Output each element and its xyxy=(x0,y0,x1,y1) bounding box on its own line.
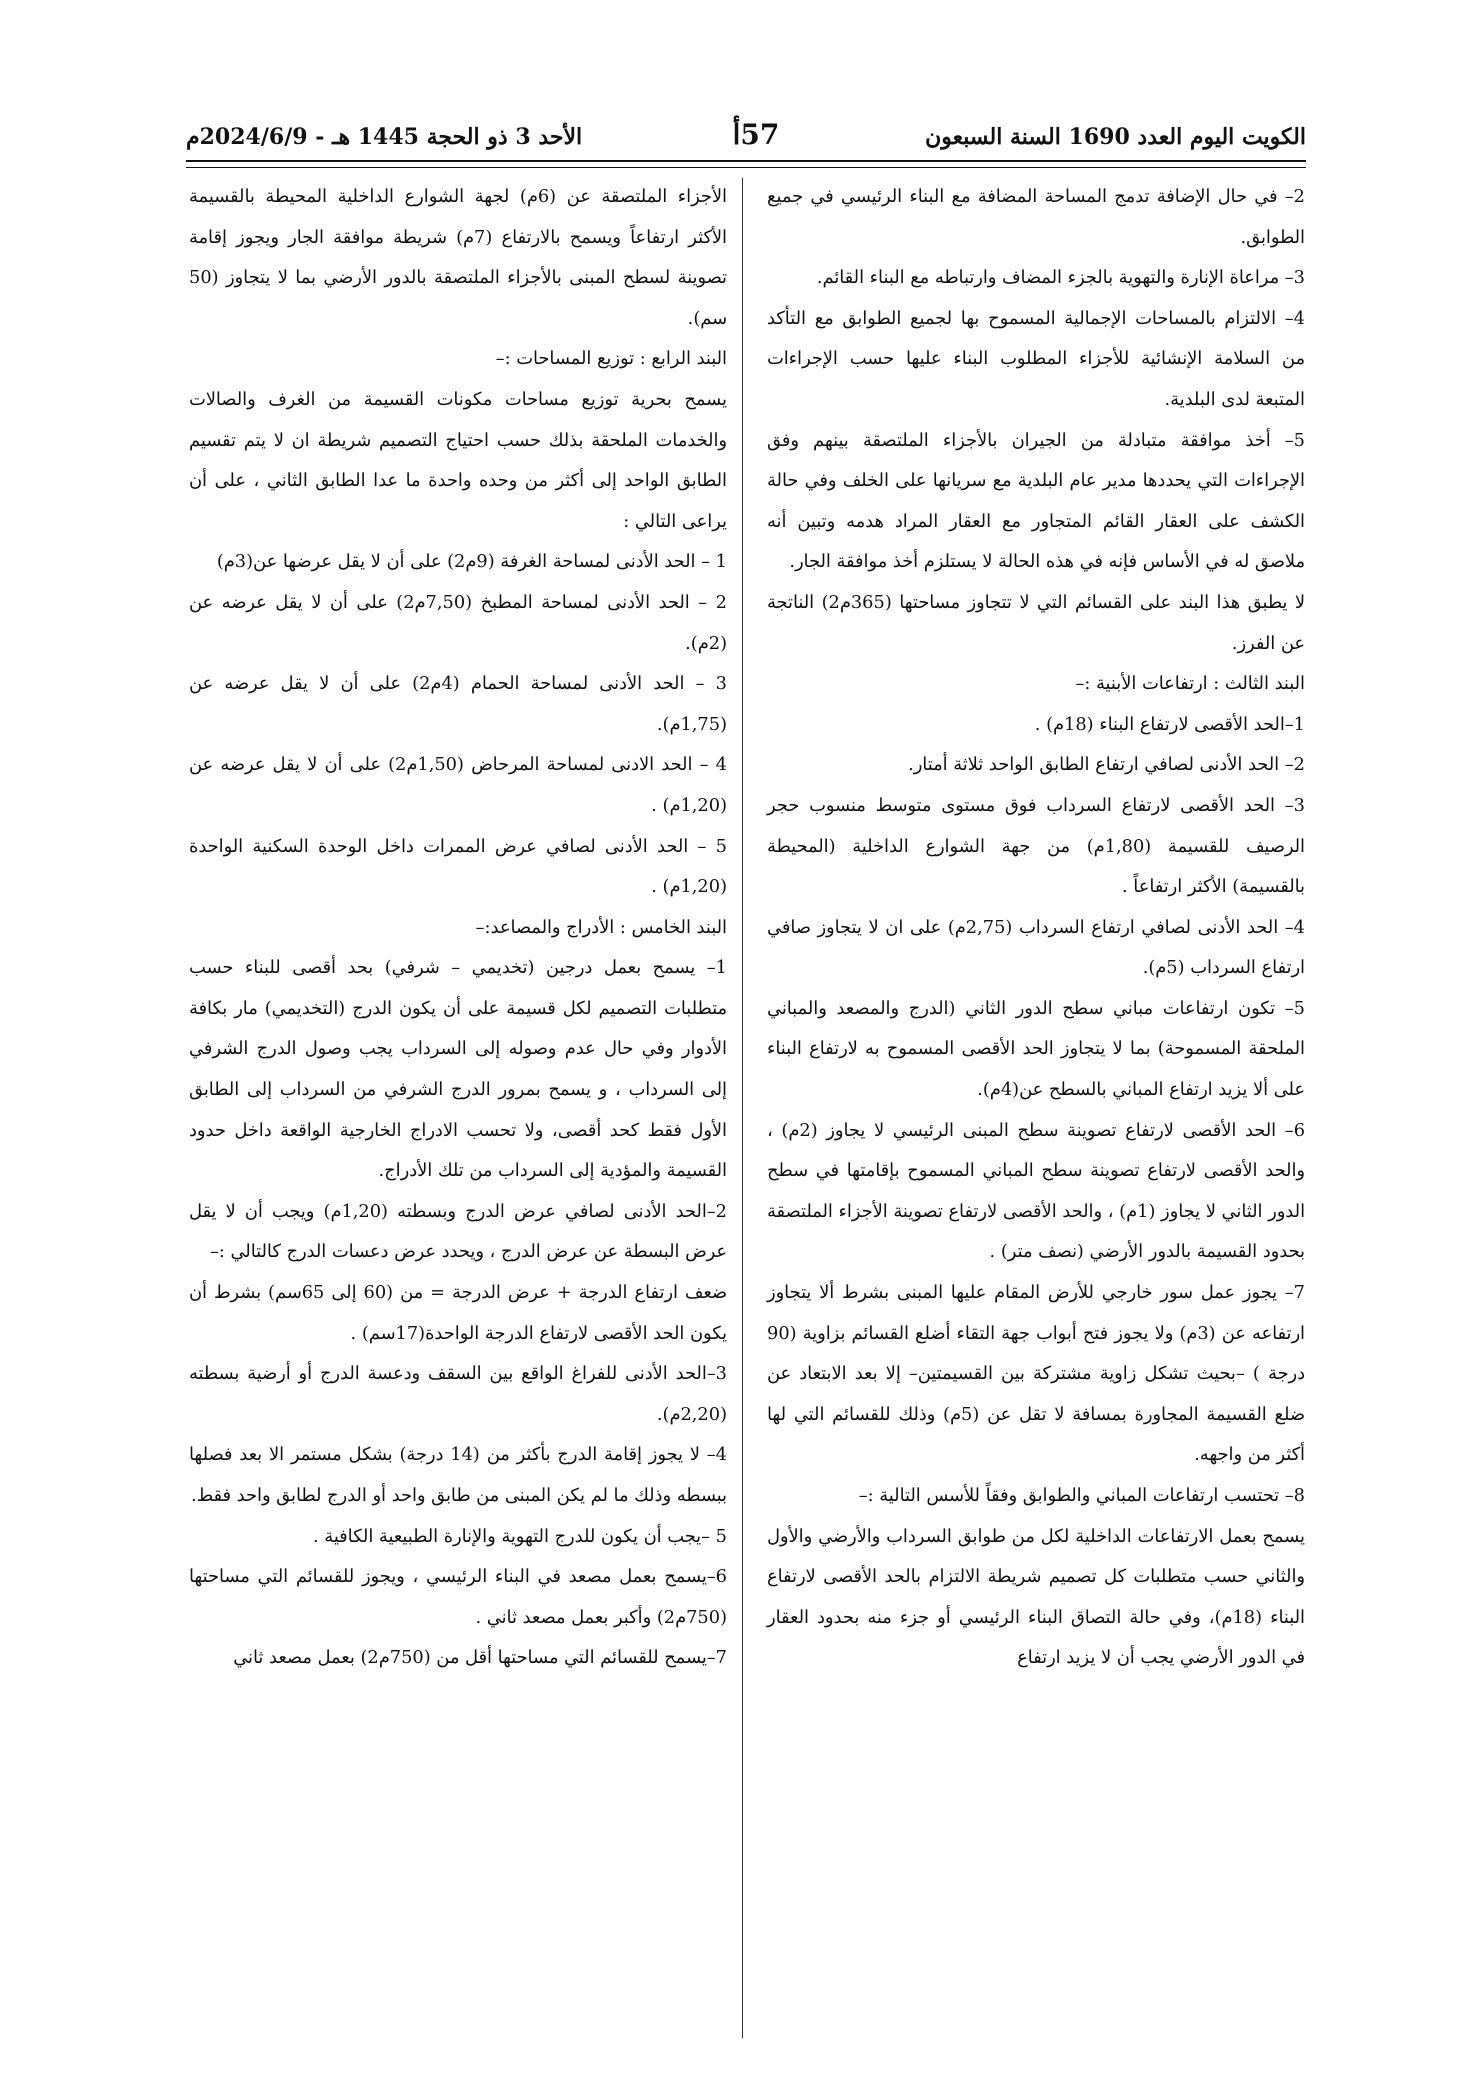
section-heading: البند الثالث : ارتفاعات الأبنية :– xyxy=(1075,673,1305,695)
paragraph: ضعف ارتفاع الدرجة + عرض الدرجة = من (60 إلى 65سم) بشرط أن يكون الحد الأقصى لارتفاع الدرجة الواحدة(17سم) . xyxy=(189,1282,727,1344)
left-column xyxy=(189,177,727,1679)
paragraph: 5– تكون ارتفاعات مباني سطح الدور الثاني (الدرج والمصعد والمباني الملحقة المسموحة) بما لا يتجاوز الحد الأقصى المسموح به لارتفاع البناء على ألا يزيد ارتفاع المباني بالسطح عن(4م). xyxy=(767,997,1305,1101)
header-issue: الكويت اليوم العدد 1690 السنة السبعون xyxy=(925,124,1306,150)
paragraph: 2– الحد الأدنى لصافي ارتفاع الطابق الواحد ثلاثة أمتار. xyxy=(908,754,1305,776)
paragraph: 6– الحد الأقصى لارتفاع تصوينة سطح المبنى الرئيسي لا يجاوز (2م) ، والحد الأقصى لارتفاع تصوينة سطح المباني المسموح بإقامتها في سطح الدور الثاني لا يجاوز (1م) ، والحد الأقصى لارتفاع تصوينة الأجزاء الملتصقة بحدود القسيمة بالدور الأرضي (نصف متر) . xyxy=(767,1119,1306,1263)
header-date: الأحد 3 ذو الحجة 1445 هـ - 2024/6/9م xyxy=(186,124,583,150)
paragraph: 8– تحتسب ارتفاعات المباني والطوابق وفقاً للأسس التالية :– xyxy=(858,1485,1305,1506)
paragraph: لا يطبق هذا البند على القسائم التي لا تتجاوز مساحتها (365م2) الناتجة عن الفرز. xyxy=(767,591,1305,654)
right-column xyxy=(767,177,1305,1679)
paragraph: 1 – الحد الأدنى لمساحة الغرفة (9م2) على أن لا يقل عرضها عن(3م) xyxy=(216,551,727,573)
paragraph: 3– الحد الأقصى لارتفاع السرداب فوق مستوى متوسط منسوب حجر الرصيف للقسيمة (1,80م) من جهة الشوارع الداخلية (المحيطة بالقسيمة) الأكثر ارتفاعاً . xyxy=(767,794,1306,898)
paragraph: يسمح بعمل الارتفاعات الداخلية لكل من طوابق السرداب والأرضي والأول والثاني حسب متطلبات كل تصميم شريطة الالتزام بالحد الأقصى لارتفاع البناء (18م)، وفي حالة التصاق البناء الرئيسي أو جزء منه بحدود العقار في الدور الأرضي يجب أن لا يزيد ارتفاع xyxy=(767,1525,1305,1669)
paragraph: 4 – الحد الادنى لمساحة المرحاض (1,50م2) على أن لا يقل عرضه عن (1,20م) . xyxy=(189,754,727,816)
paragraph: 3– مراعاة الإنارة والتهوية بالجزء المضاف وارتباطه مع البناء القائم. xyxy=(816,267,1305,289)
paragraph: 1–الحد الأقصى لارتفاع البناء (18م) . xyxy=(1034,713,1305,735)
paragraph: 4– الحد الأدنى لصافي ارتفاع السرداب (2,75م) على ان لا يتجاوز صافي ارتفاع السرداب (5م). xyxy=(767,916,1305,979)
paragraph: 3–الحد الأدنى للفراغ الواقع بين السقف ودعسة الدرج أو أرضية بسطته (2,20م). xyxy=(189,1363,727,1425)
paragraph: 3 – الحد الأدنى لمساحة الحمام (4م2) على أن لا يقل عرضه عن (1,75م). xyxy=(189,673,727,735)
paragraph: الأجزاء الملتصقة عن (6م) لجهة الشوارع الداخلية المحيطة بالقسيمة الأكثر ارتفاعاً ويسمح بالارتفاع (7م) شريطة موافقة الجار ويجوز إقامة تصوينة لسطح المبنى بالأجزاء الملتصقة بالدور الأرضي بما لا يتجاوز (50 سم). xyxy=(189,186,727,329)
page-number: 57أ xyxy=(732,118,780,151)
paragraph: 5 –يجب أن يكون للدرج التهوية والإنارة الطبيعية الكافية . xyxy=(312,1525,727,1547)
paragraph: 2 – الحد الأدنى لمساحة المطبخ (7,50م2) على أن لا يقل عرضه عن (2م). xyxy=(189,591,727,654)
section-heading: البند الرابع : توزيع المساحات :– xyxy=(495,348,727,370)
paragraph: 4– لا يجوز إقامة الدرج بأكثر من (14 درجة) بشكل مستمر الا بعد فصلها ببسطه وذلك ما لم يكن المبنى من طابق واحد أو الدرج لطابق واحد فقط. xyxy=(189,1444,727,1506)
paragraph: 5– أخذ موافقة متبادلة من الجيران بالأجزاء الملتصقة بينهم وفق الإجراءات التي يحددها مدير عام البلدية مع سريانها على الخلف وفي حالة الكشف على العقار القائم المتجاور مع العقار المراد هدمه وتبين أنه ملاصق له في الأساس فإنه في هذه الحالة لا يستلزم أخذ موافقة الجار. xyxy=(767,429,1305,573)
paragraph: 2– في حال الإضافة تدمج المساحة المضافة مع البناء الرئيسي في جميع الطوابق. xyxy=(767,186,1305,248)
header-rule xyxy=(186,160,1306,168)
paragraph: 6–يسمح بعمل مصعد في البناء الرئيسي ، ويجوز للقسائم التي مساحتها (750م2) وأكبر بعمل مصعد ثاني . xyxy=(189,1566,727,1628)
paragraph: 1– يسمح بعمل درجين (تخديمي – شرفي) بحد أقصى للبناء حسب متطلبات التصميم لكل قسيمة على أن يكون الدرج (التخديمي) مار بكافة الأدوار وفي حال عدم وصوله إلى السرداب يجب وصول الدرج الشرفي إلى السرداب ، و يسمح بمرور الدرج الشرفي من السرداب إلى الطابق الأول فقط كحد أقصى، ولا تحسب الادراج الخارجية الواقعة داخل حدود القسيمة والمؤدية إلى السرداب من تلك الأدراج. xyxy=(189,957,727,1182)
paragraph: 5 – الحد الأدنى لصافي عرض الممرات داخل الوحدة السكنية الواحدة (1,20م) . xyxy=(189,835,727,898)
paragraph: 4– الالتزام بالمساحات الإجمالية المسموح بها لجميع الطوابق مع التأكد من السلامة الإنشائية للأجزاء المطلوب البناء عليها حسب الإجراءات المتبعة لدى البلدية. xyxy=(767,307,1305,410)
paragraph: 7– يجوز عمل سور خارجي للأرض المقام عليها المبنى بشرط ألا يتجاوز ارتفاعه عن (3م) ولا يجوز فتح أبواب جهة التقاء أضلع القسائم بزاوية (90 درجة ) –بحيث تشكل زاوية مشتركة بين القسيمتين– إلا بعد الابتعاد عن ضلع القسيمة المجاورة بمسافة لا تقل عن (5م) وذلك للقسائم التي لها أكثر من واجهه. xyxy=(767,1282,1306,1466)
column-divider xyxy=(742,178,743,2038)
paragraph: 2–الحد الأدنى لصافي عرض الدرج وبسطته (1,20م) ويجب أن لا يقل عرض البسطة عن عرض الدرج ، ويحدد عرض دعسات الدرج كالتالي :– xyxy=(189,1200,727,1263)
section-heading: البند الخامس : الأدراج والمصاعد:– xyxy=(475,916,727,938)
paragraph: يسمح بحرية توزيع مساحات مكونات القسيمة من الغرف والصالات والخدمات الملحقة بذلك حسب احتياج التصميم شريطة ان لا يتم تقسيم الطابق الواحد إلى أكثر من وحده واحدة ما عدا الطابق الثاني ، على أن يراعى التالي : xyxy=(189,388,727,532)
page-header xyxy=(186,118,1306,158)
paragraph: 7–يسمح للقسائم التي مساحتها أقل من (750م2) بعمل مصعد ثاني xyxy=(233,1647,727,1669)
